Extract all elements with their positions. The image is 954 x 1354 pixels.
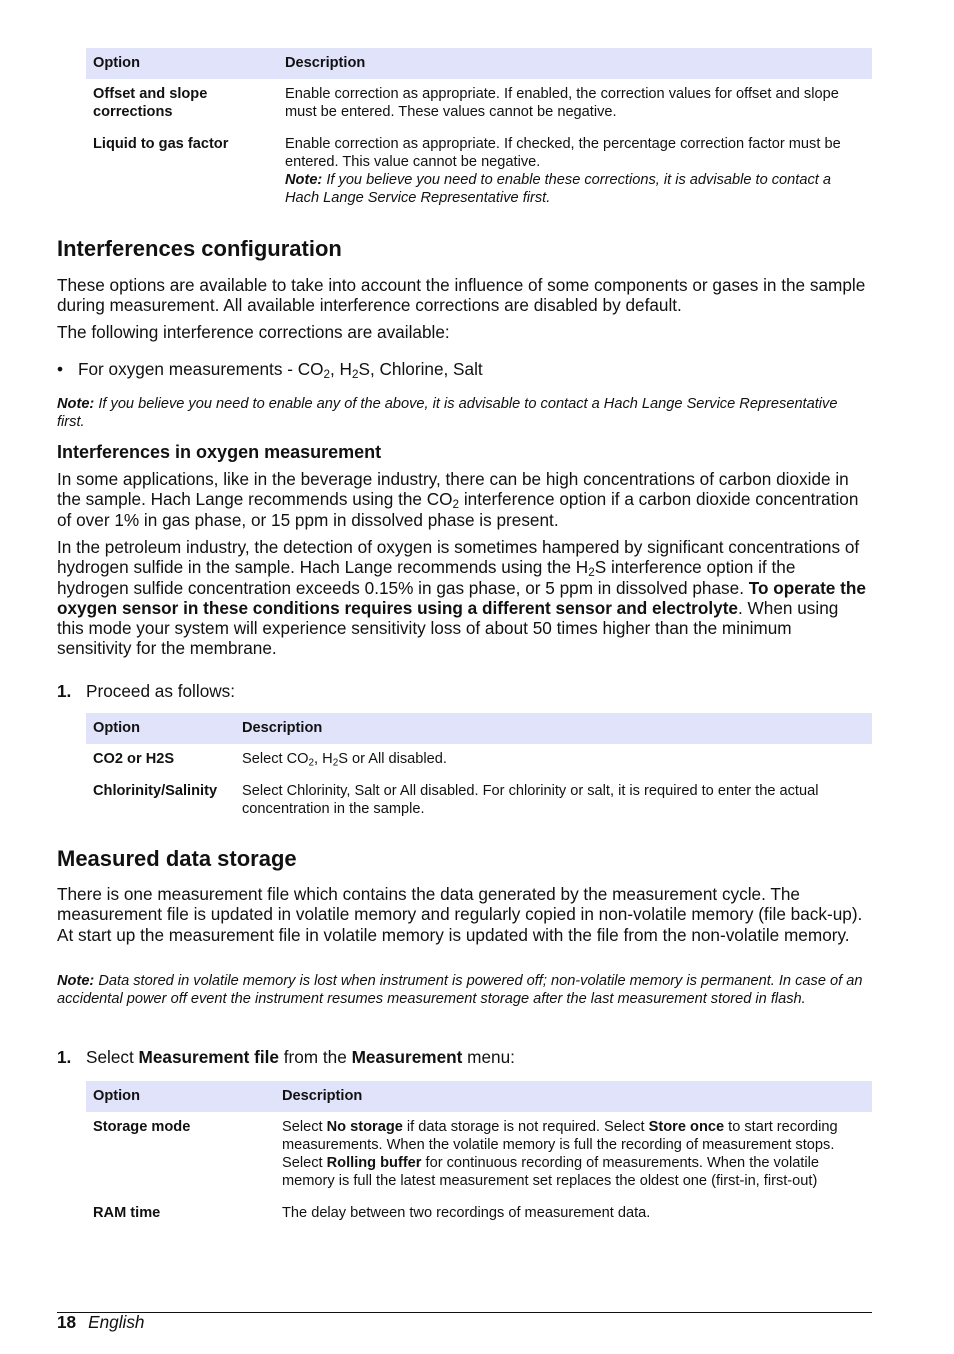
- table-row: [86, 776, 872, 826]
- note: [57, 972, 867, 1008]
- option-column-header: Option: [86, 48, 278, 79]
- section-heading-interferences: Interferences configuration: [57, 236, 342, 261]
- table-header-row: [86, 1081, 872, 1112]
- option-column-header: Option: [86, 1081, 275, 1112]
- interference-option-table: [86, 713, 872, 826]
- description-cell: Enable correction as appropriate. If enabled, the correction values for offset and slope must be entered. These values cannot be negative.: [285, 86, 839, 120]
- table-row: [86, 129, 872, 215]
- step-text: Select Measurement file from the Measurement menu:: [86, 1047, 515, 1067]
- option-cell: Storage mode: [93, 1119, 191, 1135]
- table-header-row: [86, 713, 872, 744]
- table-row: [86, 744, 872, 776]
- paragraph: These options are available to take into account the influence of some components or gases in the sample during measurement. All available interference corrections are disabled by default.: [57, 275, 866, 316]
- bullet-marker: •: [57, 359, 64, 379]
- footer-language: English: [88, 1312, 145, 1332]
- option-column-header: Option: [86, 713, 235, 744]
- description-column-header: Description: [275, 1081, 872, 1112]
- note-label: Note:: [57, 973, 95, 989]
- storage-option-table: [86, 1081, 872, 1230]
- description-cell: Select $CO_2$, $H_2S$ or All disabled.: [242, 751, 447, 769]
- note-text: Data stored in volatile memory is lost when instrument is powered off; non-volatile memory is permanent. In case of an accidental power off event the instrument resumes measurement storage after the last measurement stored in flash.: [57, 973, 863, 1007]
- description-cell: [278, 129, 872, 215]
- description-text: Enable correction as appropriate. If checked, the percentage correction factor must be entered. This value cannot be negative.: [285, 136, 841, 170]
- cell-note: [285, 172, 831, 206]
- table-row: [86, 79, 872, 129]
- table-header-row: [86, 48, 872, 79]
- paragraph: The following interference corrections are available:: [57, 322, 450, 342]
- step-number: 1.: [57, 1047, 72, 1067]
- note-label: Note:: [285, 172, 323, 188]
- option-cell: Offset and slope corrections: [93, 86, 208, 120]
- option-cell: CO2 or H2S: [93, 751, 175, 767]
- page-footer: [57, 1312, 145, 1332]
- option-cell: Liquid to gas factor: [93, 136, 229, 152]
- note-text: If you believe you need to enable these corrections, it is advisable to contact a Hach Lange Service Representative first.: [285, 172, 831, 206]
- note: [57, 395, 867, 431]
- option-cell: Chlorinity/Salinity: [93, 783, 218, 799]
- subsection-heading-oxygen: Interferences in oxygen measurement: [57, 442, 382, 462]
- step-text: Proceed as follows:: [86, 681, 236, 701]
- step-number: 1.: [57, 681, 72, 701]
- page-number: 18: [57, 1312, 77, 1332]
- description-cell: The delay between two recordings of measurement data.: [282, 1205, 651, 1221]
- footer-divider: [57, 1312, 872, 1313]
- corrections-option-table: [86, 48, 872, 215]
- table-row: [86, 1112, 872, 1198]
- section-heading-storage: Measured data storage: [57, 846, 297, 871]
- description-column-header: Description: [278, 48, 872, 79]
- note-label: Note:: [57, 396, 95, 412]
- option-cell: RAM time: [93, 1205, 161, 1221]
- description-column-header: Description: [235, 713, 872, 744]
- description-cell: Select Chlorinity, Salt or All disabled. For chlorinity or salt, it is required to enter the actual concentration in the sample.: [242, 783, 819, 817]
- paragraph: There is one measurement file which contains the data generated by the measurement cycle. The measurement file is updated in volatile memory and regularly copied in non-volatile memory (file back-up). At start up the measurement file in volatile memory is updated with the file from the non-volatile memory.: [57, 884, 863, 945]
- paragraph: In some applications, like in the beverage industry, there can be high concentrations of carbon dioxide in the sample. Hach Lange recommends using the $CO_2$ interference option if a carbon dioxide concentration of over 1% in gas phase, or 15 ppm in dissolved phase is present.: [57, 469, 859, 530]
- note-text: If you believe you need to enable any of the above, it is advisable to contact a Hach Lange Service Representative first.: [57, 396, 838, 430]
- description-cell: Select No storage if data storage is not required. Select Store once to start recording measurements. When the volatile memory is full the recording of measurement stops. Select Rolling buffer for continuous recording of measurements. When the volatile memory is full the latest measurement set replaces the oldest one (first-in, first-out): [282, 1119, 838, 1189]
- paragraph: In the petroleum industry, the detection of oxygen is sometimes hampered by significant concentrations of hydrogen sulfide in the sample. Hach Lange recommends using the $H_2S$ interference option if the hydrogen sulfide concentration exceeds 0.15% in gas phase, or 5 ppm in dissolved phase. To operate the oxygen sensor in these conditions requires using a different sensor and electrolyte. When using this mode your system will experience sensitivity loss of about 50 times higher than the minimum sensitivity for the membrane.: [57, 537, 866, 659]
- table-row: [86, 1198, 872, 1230]
- list-item-text: For oxygen measurements - $CO_2$, $H_2S$, Chlorine, Salt: [78, 359, 483, 381]
